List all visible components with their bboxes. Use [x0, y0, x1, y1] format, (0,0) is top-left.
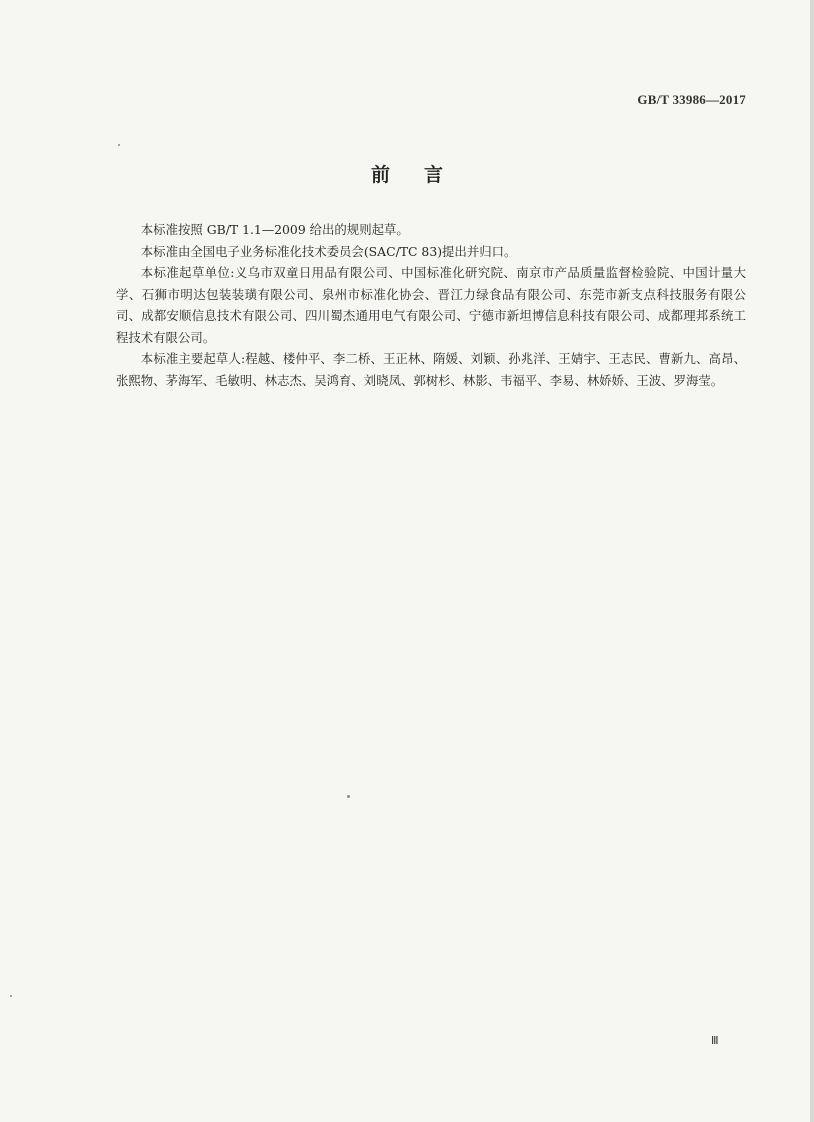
paragraph-drafters: 本标准主要起草人:程越、楼仲平、李二桥、王正林、隋媛、刘颖、孙兆洋、王婧宇、王志民、曹新九、高昂、张熙物、茅海军、毛敏明、林志杰、吴鸿育、刘晓凤、郭树杉、林影、韦福平、李易、林娇娇、王波、罗海莹。 [116, 351, 746, 388]
paragraph-drafting-units: 本标准起草单位:义乌市双童日用品有限公司、中国标准化研究院、南京市产品质量监督检验院、中国计量大学、石狮市明达包装装璜有限公司、泉州市标准化协会、晋江力绿食品有限公司、东莞市新支点科技服务有限公司、成都安顺信息技术有限公司、四川蜀杰通用电气有限公司、宁德市新坦博信息科技有限公司、成都理邦系统工程技术有限公司。 [116, 265, 746, 345]
paragraph-drafting-rules: 本标准按照 GB/T 1.1—2009 给出的规则起草。 [140, 222, 409, 237]
section-title: 前言 [370, 164, 477, 186]
scan-speck [347, 795, 350, 798]
scan-speck [118, 144, 120, 146]
page-number: Ⅲ [711, 1035, 719, 1047]
paragraph-proposer: 本标准由全国电子业务标准化技术委员会(SAC/TC 83)提出并归口。 [140, 243, 517, 259]
standard-number: GB/T 33986—2017 [637, 92, 746, 107]
foreword-body [116, 219, 746, 391]
scan-speck [10, 995, 12, 997]
